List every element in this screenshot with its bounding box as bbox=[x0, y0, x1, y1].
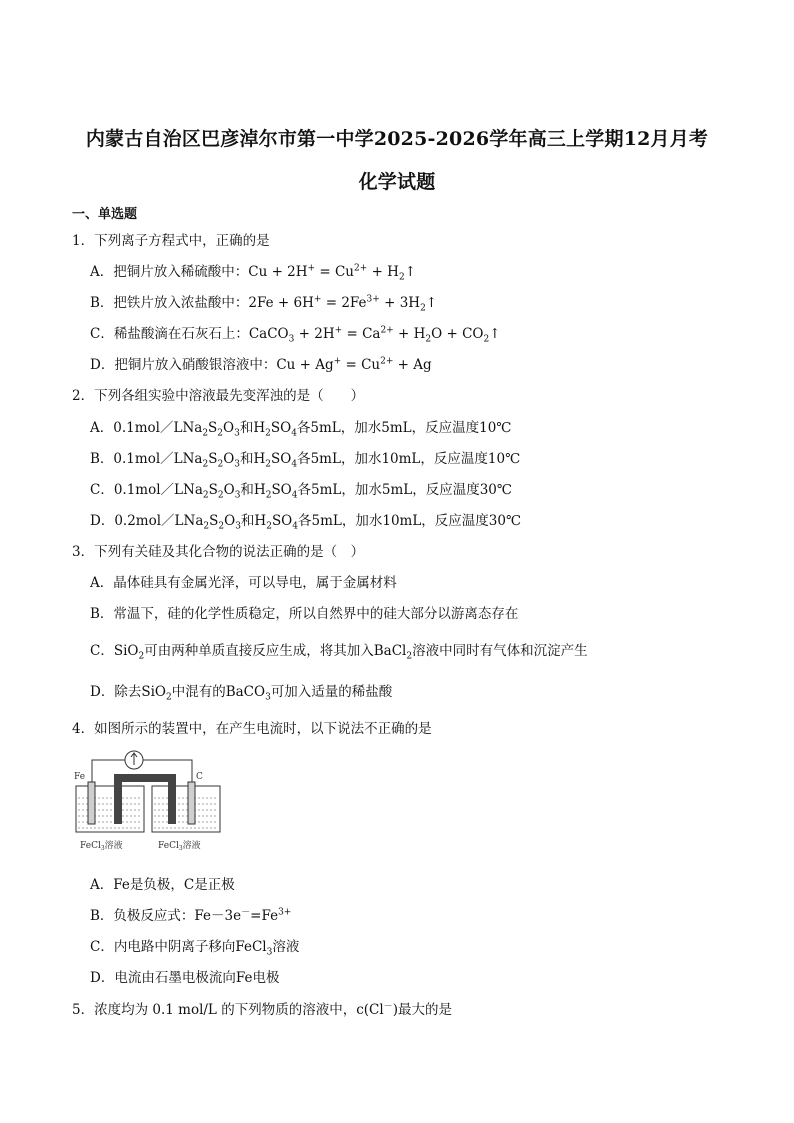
q3-option-d: D．除去SiO$_2$中混有的BaCO$_3$可加入适量的稀盐酸 bbox=[90, 684, 393, 703]
page-title: 内蒙古自治区巴彦淖尔市第一中学2025-2026学年高三上学期12月月考 bbox=[85, 128, 709, 150]
q4-option-b: B．负极反应式：$Fe-3e^-=Fe^{3+}$ bbox=[90, 907, 292, 924]
q4-option-c: C．内电路中阴离子移向FeCl$_3$溶液 bbox=[90, 939, 300, 958]
galvanic-cell-figure bbox=[72, 748, 232, 858]
q1-option-d: D．把铜片放入硝酸银溶液中：$Cu + Ag^+ = Cu^{2+} + Ag$ bbox=[90, 356, 432, 373]
q3-stem: 3．下列有关硅及其化合物的说法正确的是（ ） bbox=[72, 544, 365, 560]
q4-option-a: A．Fe是负极，C是正极 bbox=[90, 877, 235, 893]
q3-option-c: C．SiO$_2$可由两种单质直接反应生成，将其加入BaCl$_2$溶液中同时有气体和沉淀产生 bbox=[90, 643, 588, 662]
q2-option-d: D．$0.2mol/LNa_2S_2O_3$和$H_2SO_4$各5mL，加水10mL，反应温度30℃ bbox=[90, 513, 522, 532]
electrode-label-fe: Fe bbox=[74, 772, 86, 782]
q1-stem: 1．下列离子方程式中，正确的是 bbox=[72, 233, 270, 249]
q5-stem: 5．浓度均为 0.1 mol/L 的下列物质的溶液中，c(Cl－)最大的是 bbox=[72, 1001, 452, 1018]
q2-option-b: B．$0.1mol/LNa_2S_2O_3$和$H_2SO_4$各5mL，加水10mL，反应温度10℃ bbox=[90, 451, 521, 470]
q3-option-a: A．晶体硅具有金属光泽，可以导电，属于金属材料 bbox=[90, 575, 397, 591]
electrode-label-c: C bbox=[196, 772, 203, 782]
solution-label-right: FeCl$_3$溶液 bbox=[158, 841, 201, 852]
section-heading: 一、单选题 bbox=[72, 207, 138, 222]
q2-stem: 2．下列各组实验中溶液最先变浑浊的是（ ） bbox=[72, 388, 365, 404]
q4-option-d: D．电流由石墨电极流向Fe电极 bbox=[90, 970, 280, 986]
q2-option-a: A．$0.1mol/LNa_2S_2O_3$和$H_2SO_4$各5mL，加水5mL，反应温度10℃ bbox=[90, 420, 512, 439]
q2-option-c: C．$0.1mol/LNa_2S_2O_3$和$H_2SO_4$各5mL，加水5mL，反应温度30℃ bbox=[90, 482, 512, 501]
page-subtitle: 化学试题 bbox=[358, 171, 436, 193]
q1-option-a: A．把铜片放入稀硫酸中：$Cu + 2H^+ = Cu^{2+}$ + $H_2↑$ bbox=[90, 263, 416, 283]
q4-stem: 4．如图所示的装置中，在产生电流时，以下说法不正确的是 bbox=[72, 721, 432, 737]
galvanic-cell-diagram bbox=[72, 748, 232, 858]
q1-option-c: C．稀盐酸滴在石灰石上：CaCO$_3$ + $2H^+ = Ca^{2+} + H_2O$ + $CO_2↑$ bbox=[90, 325, 501, 345]
q1-option-b: B．把铁片放入浓盐酸中：$2Fe + 6H^+ = 2Fe^{3+}$ + $3H_2↑$ bbox=[90, 294, 438, 314]
q3-option-b: B．常温下，硅的化学性质稳定，所以自然界中的硅大部分以游离态存在 bbox=[90, 606, 519, 622]
solution-label-left: FeCl$_3$溶液 bbox=[80, 841, 123, 852]
